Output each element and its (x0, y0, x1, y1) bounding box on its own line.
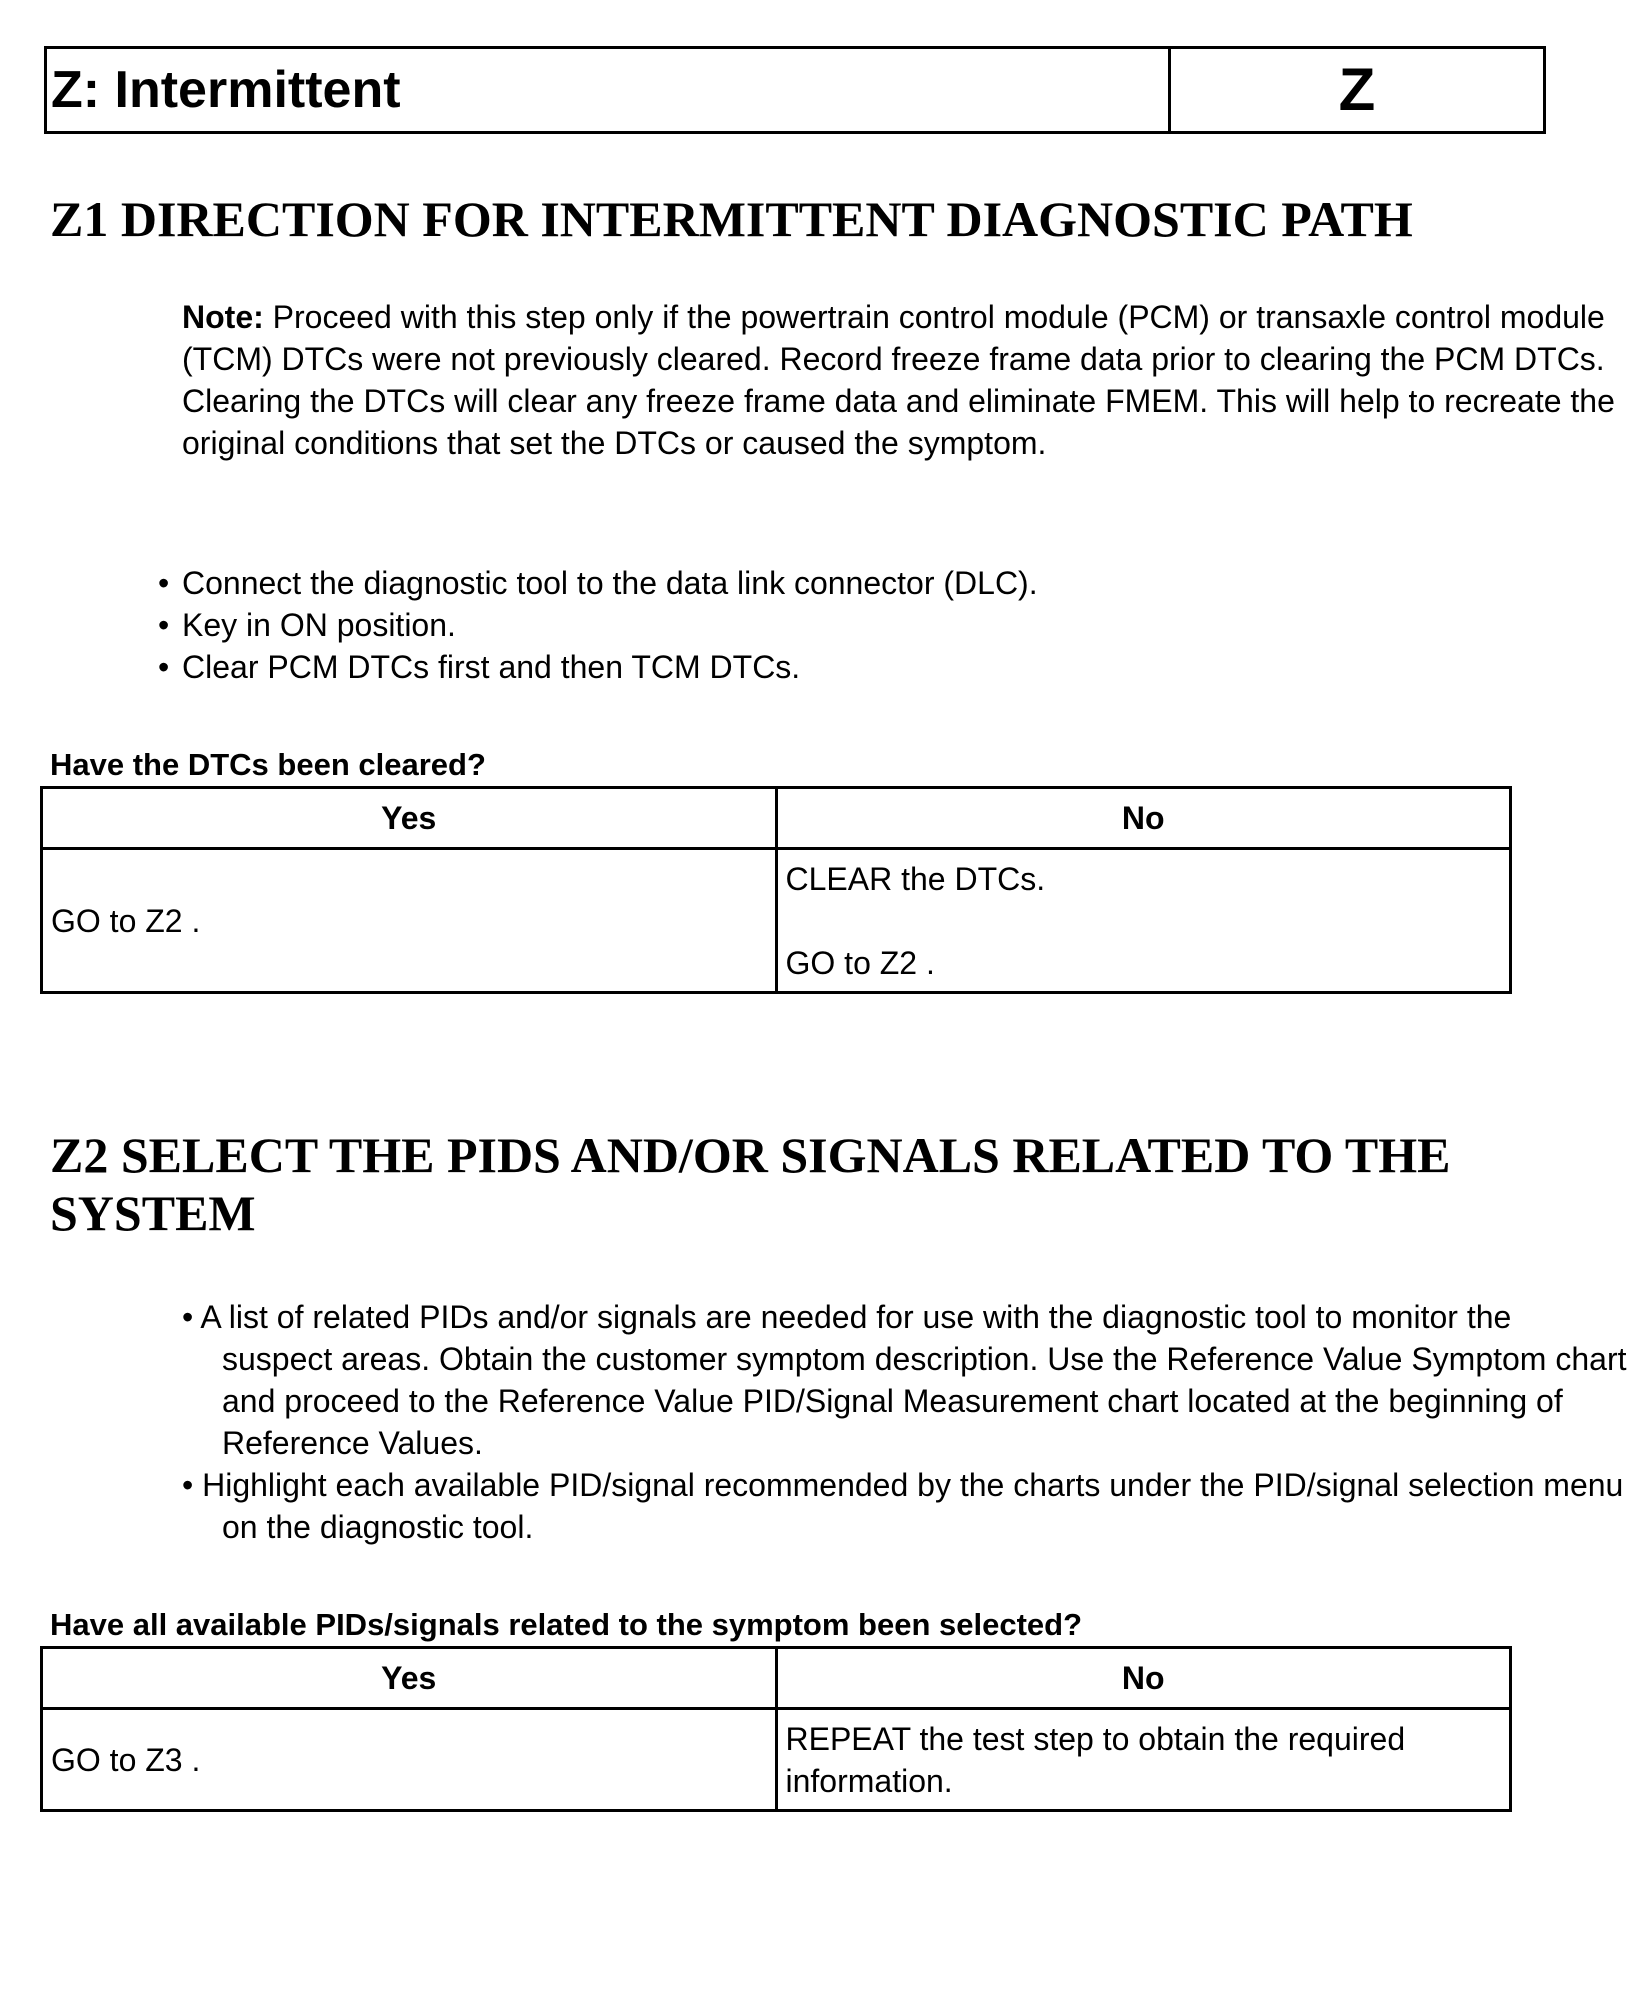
z1-question: Have the DTCs been cleared? (50, 747, 486, 782)
yes-cell (42, 1709, 777, 1811)
z1-heading: Z1 DIRECTION FOR INTERMITTENT DIAGNOSTIC PATH (50, 191, 1413, 247)
no-action-line2: GO to Z2 . (785, 944, 935, 981)
bullet-icon: • (158, 607, 170, 643)
yes-header: Yes (42, 1648, 777, 1709)
note-text: Proceed with this step only if the powertrain control module (PCM) or transaxle control module (TCM) DTCs were not previously cleared. Record freeze frame data prior to clearing the PCM DTCs. Clearing the DTCs will clear any freeze frame data and eliminate FMEM. This will help to recreate the original conditions that set the DTCs or caused the symptom. (182, 299, 1615, 461)
note-label: Note: (182, 299, 264, 335)
z2-heading: Z2 SELECT THE PIDS AND/OR SIGNALS RELATED TO THE SYSTEM (50, 1127, 1451, 1241)
yes-cell (42, 849, 777, 993)
yes-header: Yes (42, 788, 777, 849)
table-header-row (42, 788, 1511, 849)
bullet-icon: • (182, 1467, 194, 1503)
list-item: • Clear PCM DTCs first and then TCM DTCs. (158, 646, 1598, 688)
table-row (42, 1709, 1511, 1811)
no-header: No (776, 788, 1511, 849)
z1-answer-table (40, 786, 1512, 994)
header-title: Z: Intermittent (47, 49, 1171, 131)
no-header: No (776, 1648, 1511, 1709)
table-header-row (42, 1648, 1511, 1709)
z2-answer-table (40, 1646, 1512, 1812)
no-cell (776, 1709, 1511, 1811)
list-item: • Highlight each available PID/signal recommended by the charts under the PID/signal selection menu on the diagnostic tool. (182, 1467, 1624, 1545)
list-item: • A list of related PIDs and/or signals are needed for use with the diagnostic tool to monitor the suspect areas. Obtain the customer symptom description. Use the Reference Value Symptom chart and proceed to the Reference Value PID/Signal Measurement chart located at the beginning of Reference Values. (182, 1299, 1627, 1461)
list-item: • Connect the diagnostic tool to the data link connector (DLC). (158, 562, 1598, 604)
header-code: Z (1338, 56, 1376, 123)
bullet-icon: • (158, 565, 170, 601)
no-action: REPEAT the test step to obtain the required information. (785, 1720, 1406, 1799)
z1-note (182, 296, 1622, 464)
bullet-icon: • (182, 1299, 194, 1335)
z2-step-list (158, 1296, 1628, 1548)
no-action-line1: CLEAR the DTCs. (785, 860, 1046, 897)
table-row (42, 849, 1511, 993)
bullet-icon: • (158, 649, 170, 685)
no-cell (776, 849, 1511, 993)
list-item: • Key in ON position. (158, 604, 1598, 646)
yes-action: GO to Z2 . (51, 902, 201, 939)
z2-question: Have all available PIDs/signals related to the symptom been selected? (50, 1607, 1083, 1642)
yes-action: GO to Z3 . (51, 1741, 201, 1778)
document-header (44, 46, 1546, 134)
z1-step-list (158, 562, 1598, 688)
